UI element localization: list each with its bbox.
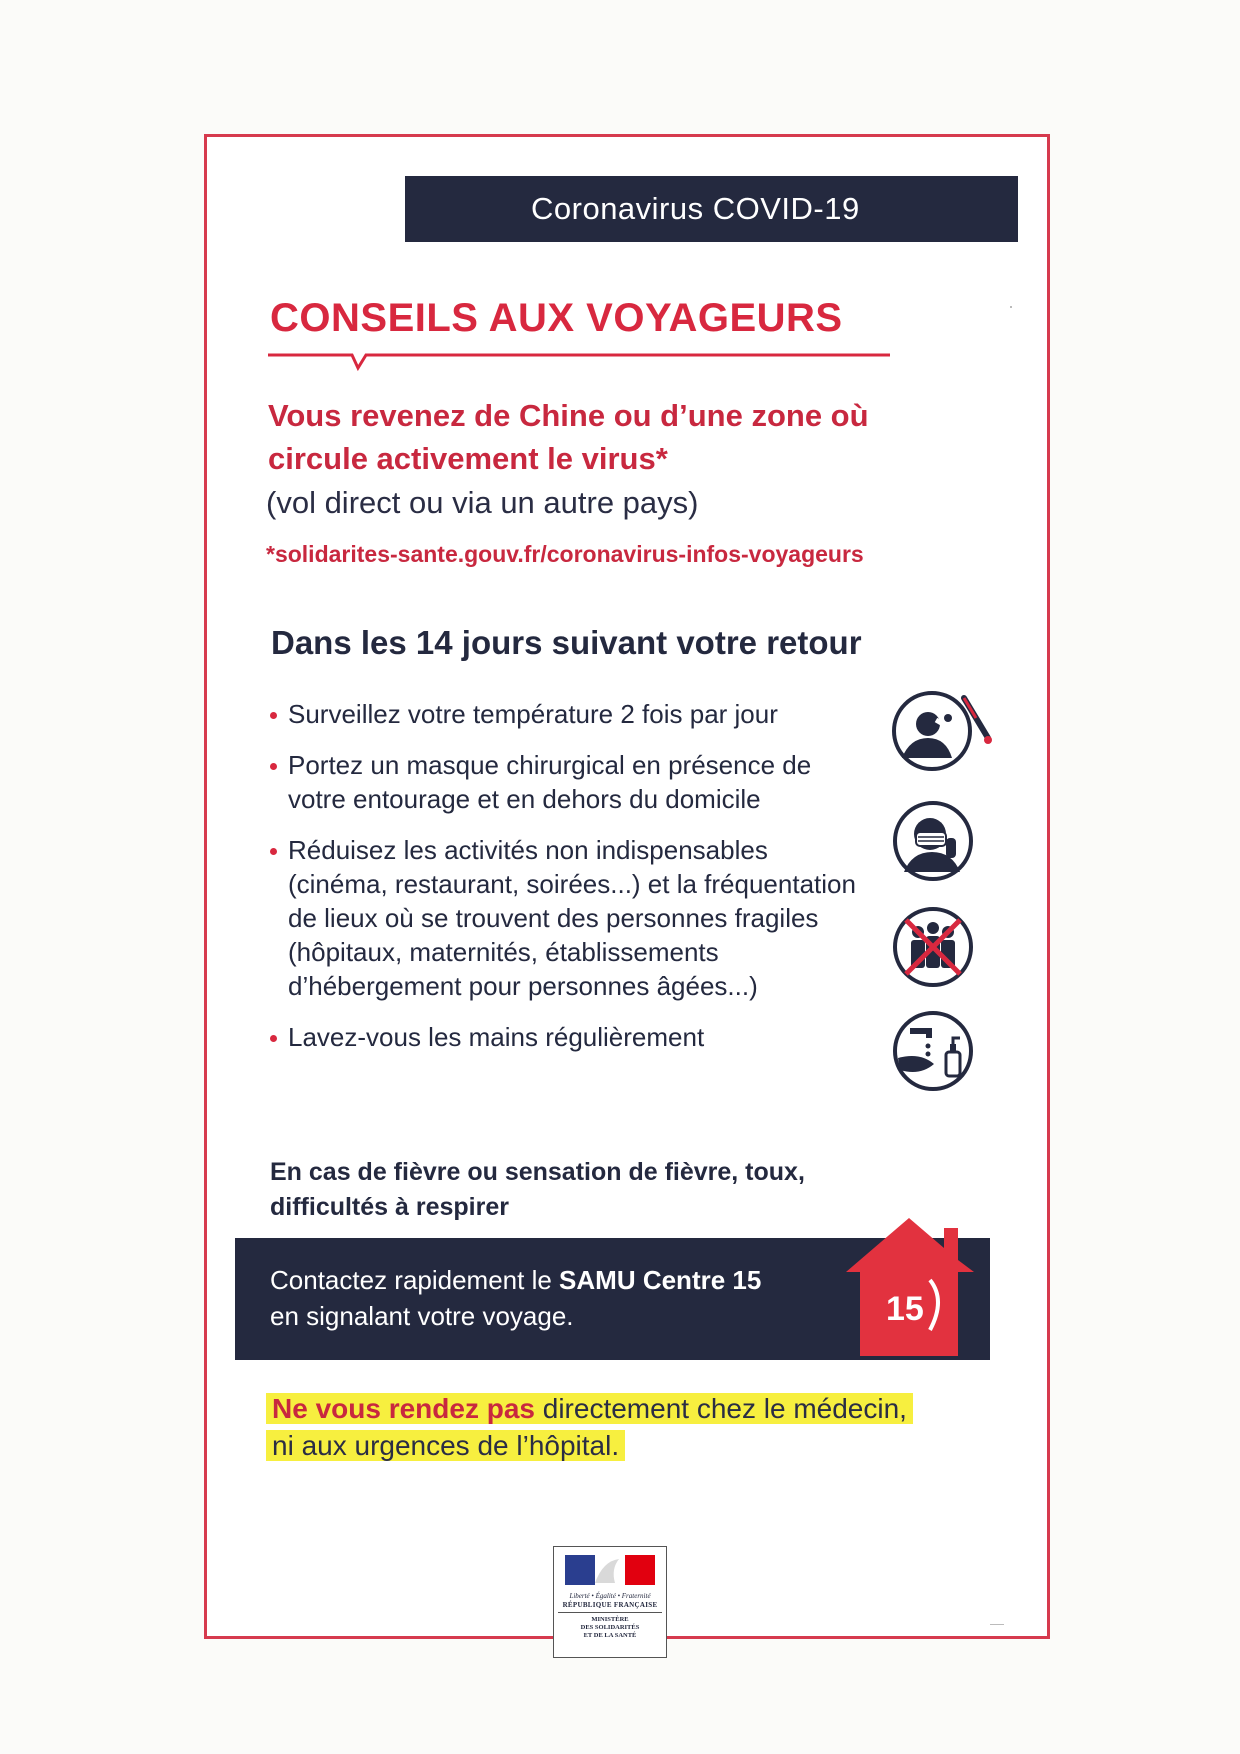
samu-line-1: Contactez rapidement le SAMU Centre 15 bbox=[270, 1265, 762, 1295]
bullet-dot bbox=[270, 1035, 277, 1042]
warning-line-1: Ne vous rendez pas directement chez le médecin, bbox=[266, 1390, 913, 1427]
banner-text: Coronavirus COVID-19 bbox=[531, 191, 860, 226]
page-title: CONSEILS AUX VOYAGEURS bbox=[270, 296, 843, 340]
handwash-icon bbox=[890, 1008, 976, 1094]
samu-name: SAMU Centre 15 bbox=[559, 1265, 762, 1295]
mask-icon bbox=[890, 798, 976, 884]
logo-motto: Liberté • Égalité • Fraternité bbox=[569, 1592, 651, 1600]
marianne-icon bbox=[565, 1555, 655, 1585]
fever-line-2: difficultés à respirer bbox=[270, 1193, 509, 1221]
no-crowd-icon bbox=[890, 904, 976, 990]
fever-instructions bbox=[270, 1155, 910, 1225]
list-item: Surveillez votre température 2 fois par jour bbox=[268, 697, 868, 731]
logo-republic: RÉPUBLIQUE FRANÇAISE bbox=[562, 1601, 658, 1609]
intro-line-2: circule activement le virus* bbox=[268, 441, 668, 476]
samu-house-icon bbox=[834, 1212, 984, 1362]
covid-banner bbox=[405, 176, 1018, 242]
intro-line-1: Vous revenez de Chine ou d’une zone où bbox=[268, 398, 869, 433]
ministry-logo bbox=[553, 1546, 667, 1658]
info-link[interactable]: *solidarites-sante.gouv.fr/coronavirus-infos-voyageurs bbox=[266, 541, 864, 567]
list-item: Lavez-vous les mains régulièrement bbox=[268, 1020, 868, 1054]
scan-artifact bbox=[1010, 306, 1012, 308]
warning-line-2: ni aux urgences de l’hôpital. bbox=[266, 1427, 913, 1464]
bullet-dot bbox=[270, 763, 277, 770]
logo-ministry-1: MINISTÈRE bbox=[591, 1616, 629, 1623]
thermometer-icon bbox=[890, 688, 996, 774]
section-title: Dans les 14 jours suivant votre retour bbox=[271, 624, 862, 661]
intro-note: (vol direct ou via un autre pays) bbox=[266, 485, 699, 520]
samu-line-2: en signalant votre voyage. bbox=[270, 1301, 574, 1331]
logo-divider bbox=[558, 1612, 662, 1613]
logo-ministry-2: DES SOLIDARITÉS bbox=[580, 1624, 640, 1631]
warning-text bbox=[266, 1390, 913, 1464]
samu-number: 15 bbox=[886, 1290, 924, 1328]
list-item: Réduisez les activités non indispensables (cinéma, restaurant, soirées...) et la fréquentation de lieux où se trouvent des personnes fragiles (hôpitaux, maternités, établissements d’hébergement pour personnes âgées...) bbox=[268, 833, 868, 1003]
scan-artifact bbox=[990, 1624, 1004, 1625]
title-speech-underline bbox=[268, 350, 892, 374]
list-item: Portez un masque chirurgical en présence de votre entourage et en dehors du domicile bbox=[268, 748, 868, 816]
fever-line-1: En cas de fièvre ou sensation de fièvre, toux, bbox=[270, 1158, 805, 1186]
bullet-dot bbox=[270, 848, 277, 855]
advice-list bbox=[268, 697, 868, 1071]
logo-ministry-3: ET DE LA SANTÉ bbox=[583, 1632, 637, 1639]
intro-heading bbox=[268, 394, 1008, 480]
bullet-dot bbox=[270, 712, 277, 719]
